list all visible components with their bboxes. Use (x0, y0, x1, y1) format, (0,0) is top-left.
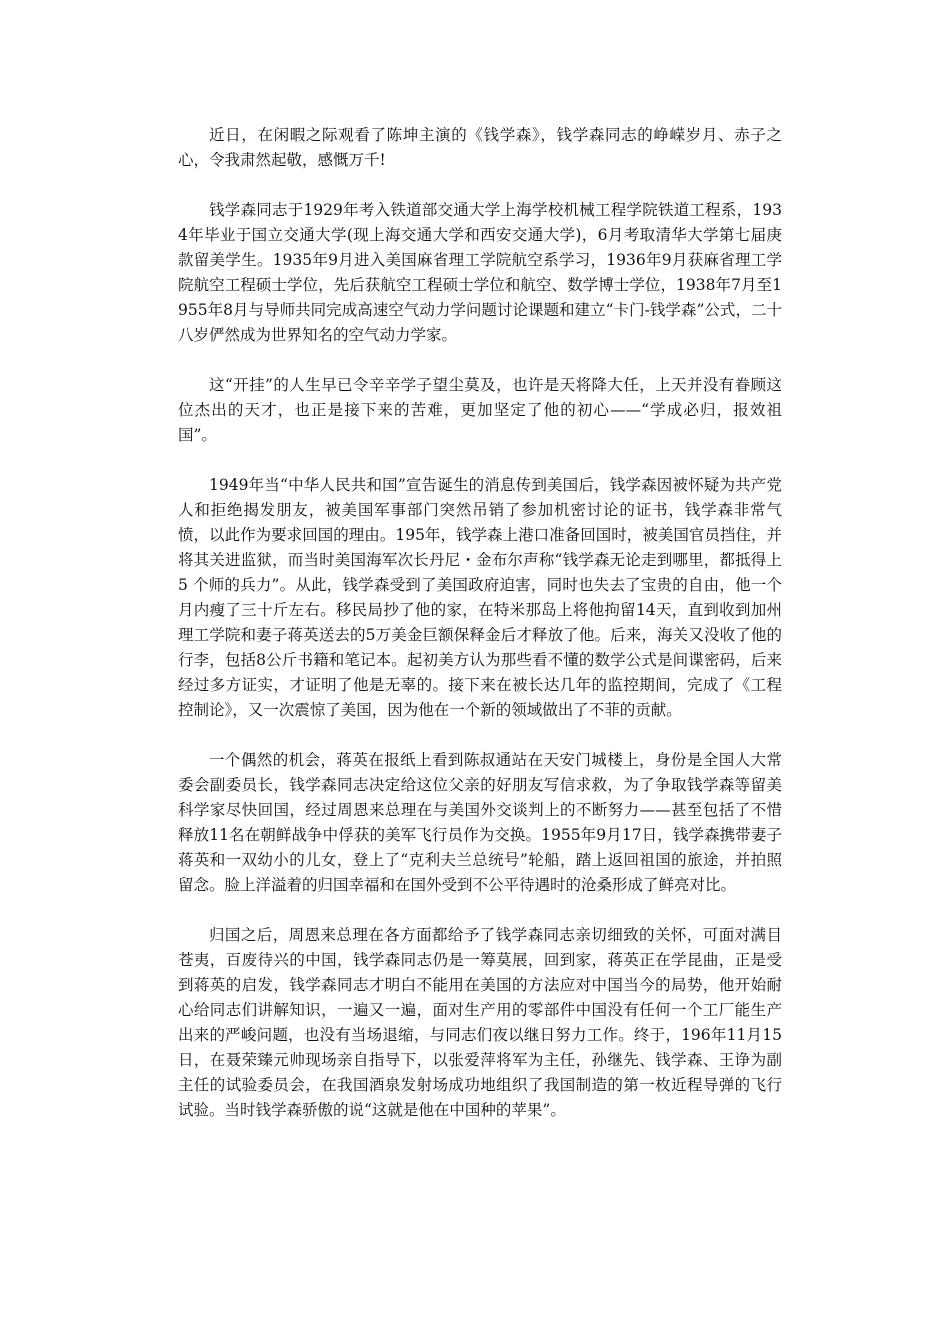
document-body (178, 123, 782, 1148)
paragraph-persecution: 1949年当“中华人民共和国”宣告诞生的消息传到美国后，钱学森因被怀疑为共产党人和拒绝揭发朋友，被美国军事部门突然吊销了参加机密讨论的证书，钱学森非常气愤，以此作为要求回国的理由。195年，钱学森上港口准备回国时，被美国官员挡住，并将其关进监狱，而当时美国海军次长丹尼・金布尔声称“钱学森无论走到哪里，都抵得上5 个师的兵力”。从此，钱学森受到了美国政府迫害，同时也失去了宝贵的自由，他一个月内瘦了三十斤左右。移民局抄了他的家，在特米那岛上将他拘留14天，直到收到加州理工学院和妻子蒋英送去的5万美金巨额保释金后才释放了他。后来，海关又没收了他的行李，包括8公斤书籍和笔记本。起初美方认为那些看不懂的数学公式是间谍密码，后来经过多方证实，才证明了他是无辜的。接下来在被长达几年的监控期间，完成了《工程控制论》，又一次震惊了美国，因为他在一个新的领域做出了不菲的贡献。 (178, 476, 782, 719)
paragraph-education: 钱学森同志于1929年考入铁道部交通大学上海学校机械工程学院铁道工程系，1934年毕业于国立交通大学(现上海交通大学和西安交通大学)，6月考取清华大学第七届庚款留美学生。1935年9月进入美国麻省理工学院航空系学习，1936年9月获麻省理工学院航空工程硕士学位，先后获航空工程硕士学位和航空、数学博士学位，1938年7月至1955年8月与导师共同完成高速空气动力学问题讨论课题和建立“卡门-钱学森”公式，二十八岁俨然成为世界知名的空气动力学家。 (178, 201, 782, 344)
paragraph-after-return: 归国之后，周恩来总理在各方面都给予了钱学森同志亲切细致的关怀，可面对满目苍夷，百废待兴的中国，钱学森同志仍是一筹莫展，回到家，蒋英正在学昆曲，正是受到蒋英的启发，钱学森同志才明白不能用在美国的方法应对中国当今的局势，他开始耐心给同志们讲解知识，一遍又一遍，面对生产用的零部件中国没有任何一个工厂能生产出来的严峻问题，也没有当场退缩，与同志们夜以继日努力工作。终于，196年11月15日，在聂荣臻元帅现场亲自指导下，以张爱萍将军为主任，孙继先、钱学森、王诤为副主任的试验委员会，在我国酒泉发射场成功地组织了我国制造的第一枚近程导弹的飞行试验。当时钱学森骄傲的说“这就是他在中国种的苹果”。 (178, 926, 782, 1119)
paragraph-intro: 近日，在闲暇之际观看了陈坤主演的《钱学森》，钱学森同志的峥嵘岁月、赤子之心，令我肃然起敬，感慨万千! (178, 126, 782, 169)
paragraph-return-home: 一个偶然的机会，蒋英在报纸上看到陈叔通站在天安门城楼上，身份是全国人大常委会副委员长，钱学森同志决定给这位父亲的好朋友写信求救，为了争取钱学森等留美科学家尽快回国，经过周恩来总理在与美国外交谈判上的不断努力——甚至包括了不惜释放11名在朝鲜战争中俘获的美军飞行员作为交换。1955年9月17日，钱学森携带妻子蒋英和一双幼小的儿女，登上了“克利夫兰总统号”轮船，踏上返回祖国的旅途，并拍照留念。脸上洋溢着的归国幸福和在国外受到不公平待遇时的沧桑形成了鲜亮对比。 (178, 751, 782, 894)
paragraph-initial-aspiration: 这“开挂”的人生早已令辛辛学子望尘莫及，也许是天将降大任，上天并没有眷顾这位杰出的天才，也正是接下来的苦难，更加坚定了他的初心——“学成必归，报效祖国”。 (178, 376, 782, 444)
